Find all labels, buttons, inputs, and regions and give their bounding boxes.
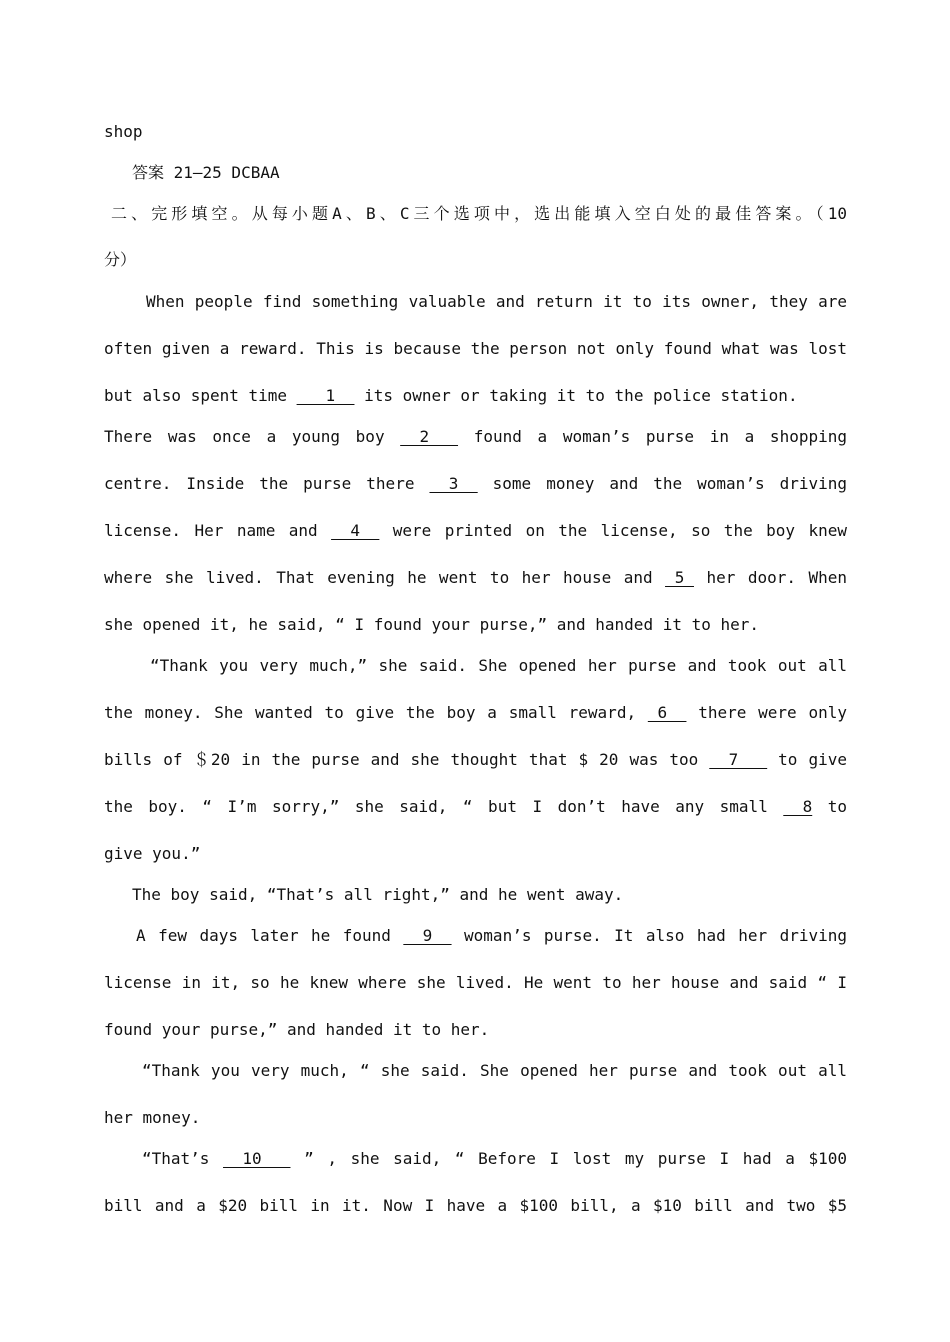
text-line (142, 1061, 847, 1081)
line-text: “Thank you very much, “ she said. She opened her purse and took out all (142, 1061, 847, 1080)
line-text: to (827, 797, 847, 816)
line-text: There was once a young boy (104, 427, 401, 446)
line-text: she opened it, he said, “ I found your purse,” and handed it to her. (104, 615, 760, 634)
line-text: When people find something valuable and return it to its owner, they are (146, 292, 847, 311)
answer-key: 答案 21—25 DCBAA (132, 163, 280, 182)
text-line (142, 1149, 847, 1169)
line-text: some money and the woman’s driving (492, 474, 848, 493)
blank-8: __8 (783, 797, 813, 816)
line-text: where she lived. That evening he went to her house and (104, 568, 666, 587)
text-line (150, 656, 847, 676)
line-text: were printed on the license, so the boy knew (392, 521, 848, 540)
text-line (104, 427, 847, 447)
section-heading-text: 二、完形填空。从每小题A、B、C三个选项中，选出能填入空白处的最佳答案。（10 (111, 204, 847, 223)
text-line (104, 1196, 847, 1216)
answer-line (132, 163, 875, 183)
text-line (104, 568, 847, 588)
line-text: found a woman’s purse in a shopping (473, 427, 847, 446)
text-line (104, 521, 847, 541)
text-line (146, 292, 847, 312)
line-text: ” , she said, “ Before I lost my purse I had a $100 (290, 1149, 848, 1168)
blank-7: __7___ (709, 750, 768, 769)
section-heading-cont (104, 250, 847, 270)
line-text: shop (104, 122, 143, 141)
line-text: her money. (104, 1108, 201, 1127)
line-text: license. Her name and (104, 521, 332, 540)
line-text: her door. When (706, 568, 847, 587)
text-line (104, 1020, 847, 1040)
blank-1: ___1__ (296, 386, 355, 405)
line-text: “That’s (142, 1149, 224, 1168)
text-line (104, 615, 847, 635)
line-text: often given a reward. This is because the person not only found what was lost (104, 339, 847, 358)
text-line (104, 844, 847, 864)
text-line (104, 703, 847, 723)
blank-5: _5_ (665, 568, 694, 587)
line-text: there were only (698, 703, 848, 722)
blank-2: __2___ (400, 427, 459, 446)
text-line (104, 797, 847, 817)
line-text: bill and a $20 bill in it. Now I have a $100 bill, a $10 bill and two $5 (104, 1196, 847, 1215)
section-heading (111, 204, 847, 224)
blank-3: __3__ (429, 474, 478, 493)
line-text: license in it, so he knew where she lived. He went to her house and said “ I (104, 973, 847, 992)
section-heading-text: 分） (104, 250, 137, 269)
text-line (104, 750, 847, 770)
line-text: bills of ＄20 in the purse and she thought that $ 20 was too (104, 750, 710, 769)
line-text: A few days later he found (136, 926, 404, 945)
line-text: “Thank you very much,” she said. She opened her purse and took out all (150, 656, 847, 675)
blank-10: __10___ (223, 1149, 291, 1168)
blank-9: __9__ (403, 926, 452, 945)
text-line (104, 474, 847, 494)
text-line (104, 386, 847, 406)
line-text: the boy. “ I’m sorry,” she said, “ but I don’t have any small (104, 797, 784, 816)
line-text: The boy said, “That’s all right,” and he went away. (132, 885, 624, 904)
line-text: found your purse,” and handed it to her. (104, 1020, 490, 1039)
text-line (132, 885, 875, 905)
text-line (104, 973, 847, 993)
line-text: its owner or taking it to the police station. (364, 386, 798, 405)
line-text: to give (778, 750, 848, 769)
blank-4: __4__ (331, 521, 380, 540)
line-text: woman’s purse. It also had her driving (464, 926, 848, 945)
line-text: the money. She wanted to give the boy a small reward, (104, 703, 648, 722)
text-line (104, 122, 847, 142)
text-line (136, 926, 847, 946)
line-text: centre. Inside the purse there (104, 474, 430, 493)
text-line (104, 1108, 847, 1128)
text-line (104, 339, 847, 359)
line-text: give you.” (104, 844, 201, 863)
blank-6: _6__ (647, 703, 687, 722)
line-text: but also spent time (104, 386, 297, 405)
